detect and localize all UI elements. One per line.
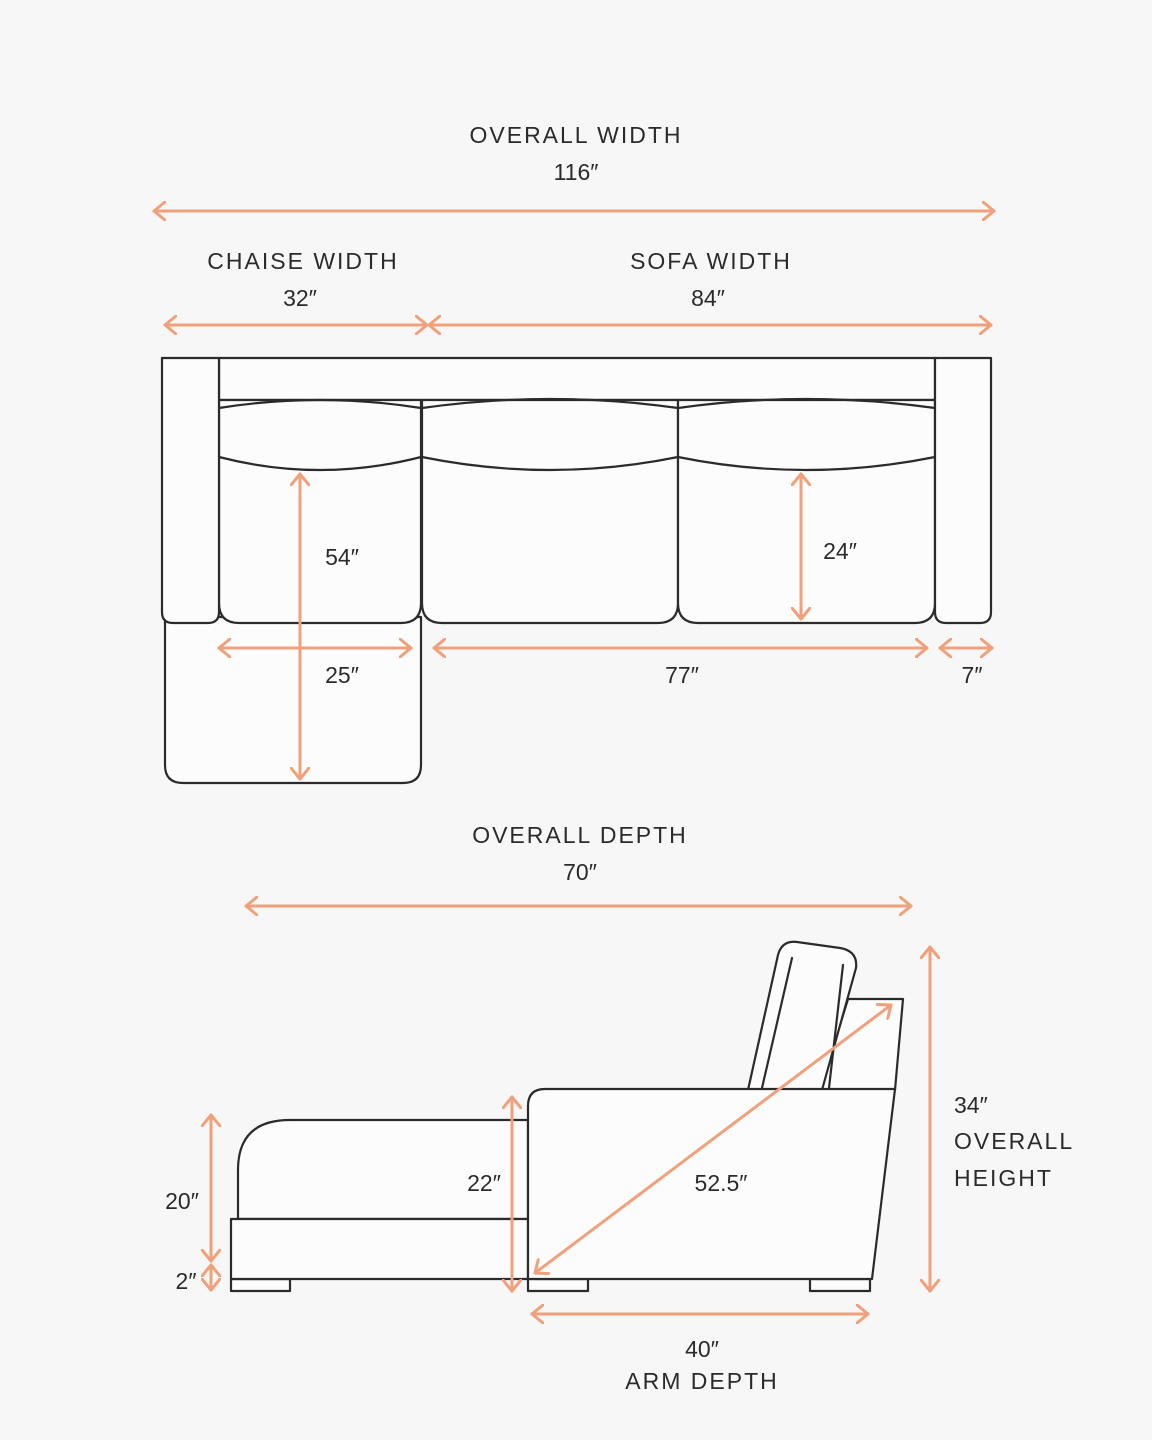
sofa-leg-back	[810, 1279, 870, 1291]
chaise-length-value: 54″	[325, 544, 359, 570]
right-seat-cushion	[678, 400, 935, 623]
chaise-leg-left	[231, 1279, 290, 1291]
overall-height-label-line1: OVERALL	[954, 1128, 1075, 1154]
overall-width-label: OVERALL WIDTH	[469, 122, 683, 148]
leg-height-value: 2″	[175, 1268, 197, 1294]
chaise-side-base	[231, 1219, 528, 1279]
overall-depth-value: 70″	[563, 859, 597, 885]
seat-height-value: 22″	[467, 1170, 501, 1196]
seat-depth-value: 24″	[823, 538, 857, 564]
seat-width-value: 77″	[665, 662, 699, 688]
arm-depth-label: ARM DEPTH	[625, 1368, 779, 1394]
sofa-top-view	[162, 358, 991, 783]
chaise-width-label: CHAISE WIDTH	[207, 248, 399, 274]
sofa-side-view	[231, 942, 903, 1291]
overall-height-value: 34″	[954, 1092, 988, 1118]
sofa-width-value: 84″	[691, 285, 725, 311]
middle-seat-cushion	[422, 400, 678, 623]
overall-width-value: 116″	[553, 159, 599, 185]
chaise-extension	[165, 617, 421, 783]
diagonal-depth-value: 52.5″	[694, 1170, 748, 1196]
chaise-height-value: 20″	[165, 1188, 199, 1214]
left-arm	[162, 358, 219, 623]
right-arm	[935, 358, 991, 623]
chaise-width-value: 32″	[283, 285, 317, 311]
overall-depth-label: OVERALL DEPTH	[472, 822, 688, 848]
overall-height-label-line2: HEIGHT	[954, 1165, 1053, 1191]
sofa-leg-front	[528, 1279, 588, 1291]
sofa-width-label: SOFA WIDTH	[630, 248, 792, 274]
sofa-back	[219, 358, 935, 400]
arm-width-value: 7″	[961, 662, 983, 688]
chaise-seat-cushion	[219, 400, 421, 623]
arm-depth-value: 40″	[685, 1336, 719, 1362]
chaise-seat-width-value: 25″	[325, 662, 359, 688]
